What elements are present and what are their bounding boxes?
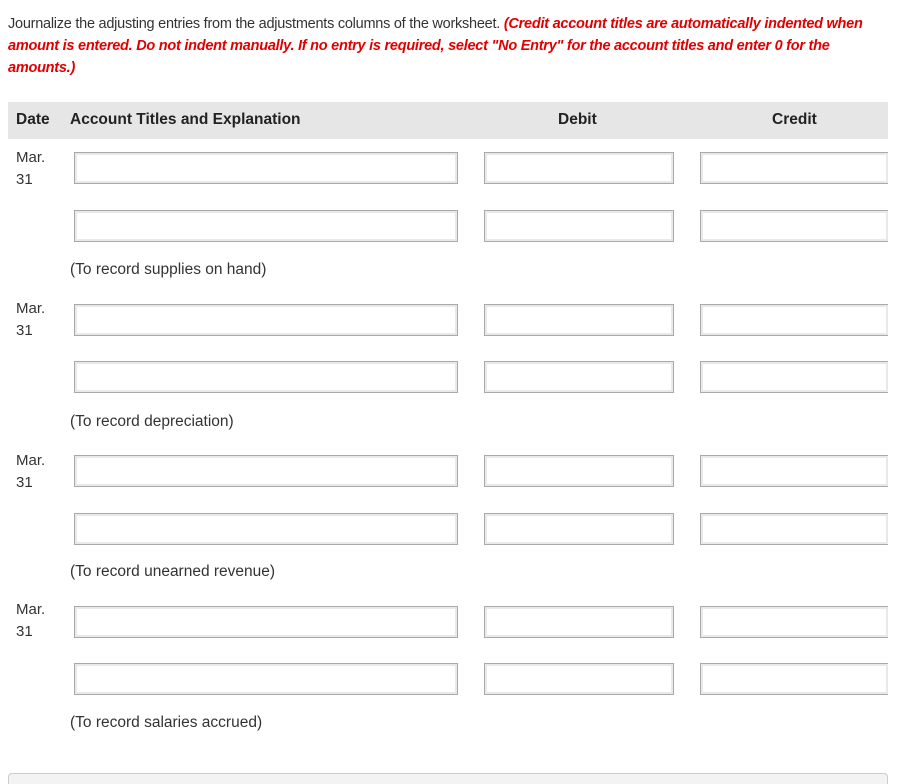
account-title-input[interactable]	[74, 513, 458, 545]
account-title-input[interactable]	[74, 304, 458, 336]
account-title-input[interactable]	[74, 606, 458, 638]
instructions-text: Journalize the adjusting entries from the adjustments columns of the worksheet.	[8, 16, 504, 32]
debit-input[interactable]	[484, 361, 674, 393]
account-title-input[interactable]	[74, 152, 458, 184]
header-account-titles: Account Titles and Explanation	[70, 111, 301, 128]
credit-input[interactable]	[700, 210, 888, 242]
table-header	[8, 102, 888, 139]
debit-input[interactable]	[484, 304, 674, 336]
entry-date	[16, 298, 45, 342]
debit-input[interactable]	[484, 513, 674, 545]
debit-input[interactable]	[484, 663, 674, 695]
account-title-input[interactable]	[74, 455, 458, 487]
date-month: Mar.	[16, 452, 46, 469]
date-month: Mar.	[16, 149, 46, 166]
entry-date	[16, 147, 45, 191]
footer-panel	[8, 773, 888, 784]
instructions	[8, 13, 893, 79]
debit-input[interactable]	[484, 210, 674, 242]
date-day: 31	[16, 171, 33, 188]
credit-input[interactable]	[700, 361, 888, 393]
date-day: 31	[16, 623, 33, 640]
header-debit: Debit	[558, 111, 597, 128]
entry-explanation: (To record depreciation)	[70, 413, 234, 430]
credit-input[interactable]	[700, 304, 888, 336]
debit-input[interactable]	[484, 606, 674, 638]
entry-date	[16, 450, 45, 494]
credit-input[interactable]	[700, 513, 888, 545]
debit-input[interactable]	[484, 455, 674, 487]
account-title-input[interactable]	[74, 361, 458, 393]
entry-date	[16, 599, 45, 643]
date-day: 31	[16, 322, 33, 339]
header-credit: Credit	[772, 111, 817, 128]
header-date: Date	[16, 111, 50, 128]
entry-explanation: (To record salaries accrued)	[70, 714, 263, 731]
entry-explanation: (To record supplies on hand)	[70, 261, 267, 278]
date-day: 31	[16, 474, 33, 491]
entry-explanation: (To record unearned revenue)	[70, 563, 276, 580]
credit-input[interactable]	[700, 663, 888, 695]
date-month: Mar.	[16, 300, 46, 317]
debit-input[interactable]	[484, 152, 674, 184]
account-title-input[interactable]	[74, 210, 458, 242]
date-month: Mar.	[16, 601, 46, 618]
credit-input[interactable]	[700, 455, 888, 487]
instructions-note: (Credit account titles are automatically indented when amount is entered. Do not indent manually. If no entry is required, select "No Entry" for the account titles and enter 0 for the amounts.)	[8, 16, 863, 76]
account-title-input[interactable]	[74, 663, 458, 695]
credit-input[interactable]	[700, 606, 888, 638]
credit-input[interactable]	[700, 152, 888, 184]
